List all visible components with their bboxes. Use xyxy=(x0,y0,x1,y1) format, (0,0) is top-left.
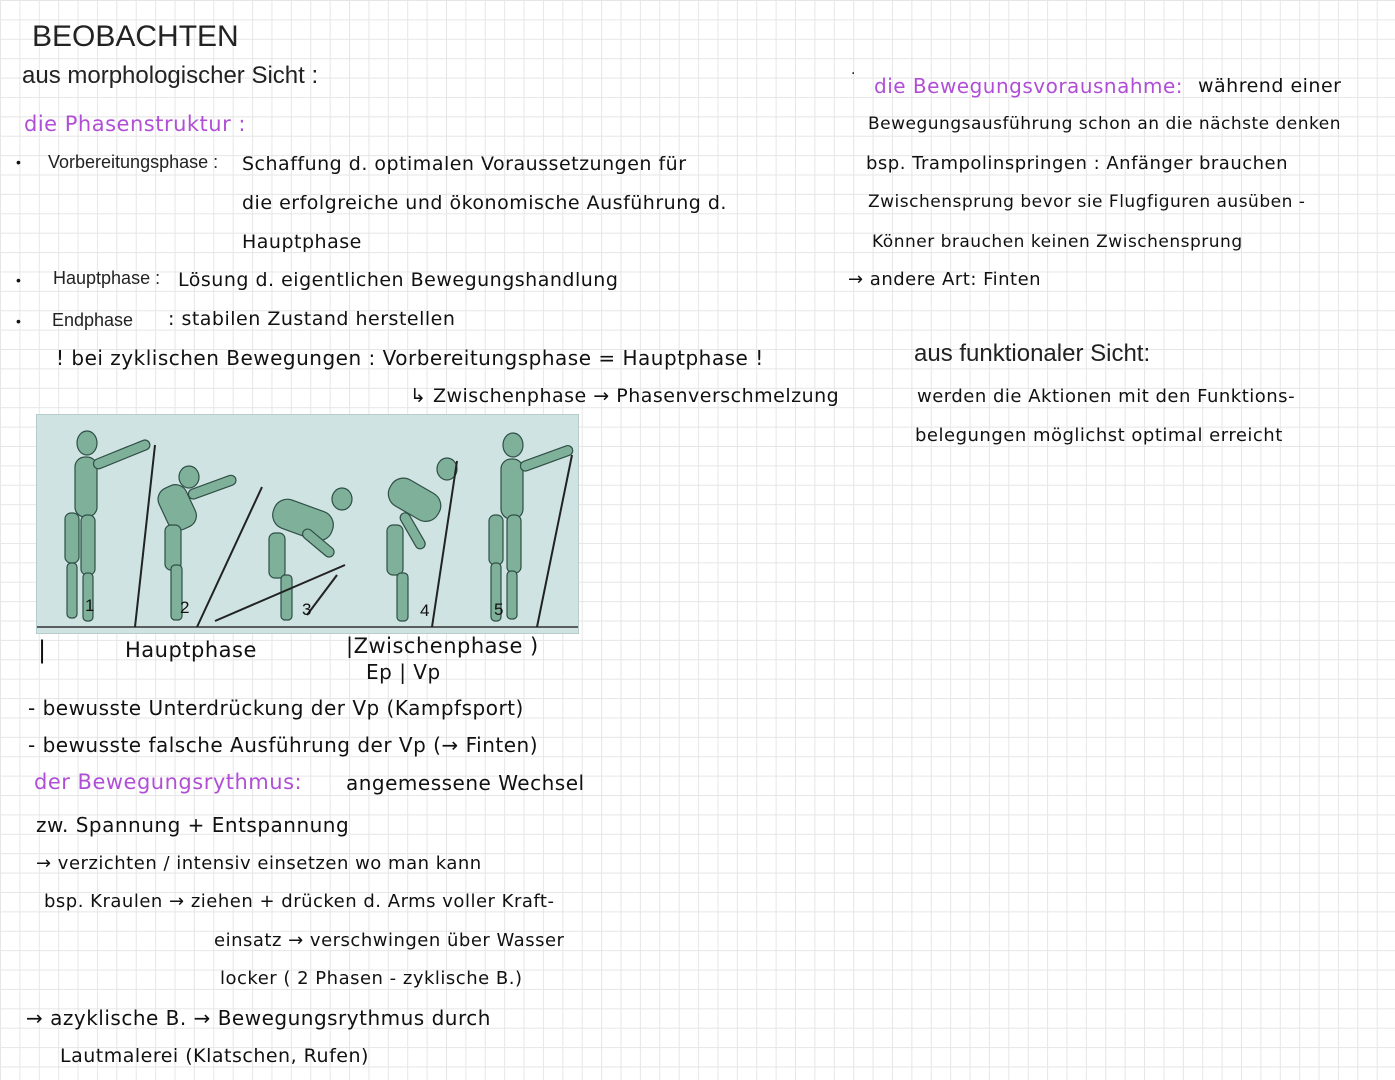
vorausnahme-line-5: → andere Art: Finten xyxy=(848,269,1042,290)
funktional-line-1: werden die Aktionen mit den Funktions- xyxy=(917,386,1296,407)
bullet-dot: • xyxy=(16,272,21,288)
hauptphase-label: Hauptphase : xyxy=(53,268,161,288)
page-title: BEOBACHTEN xyxy=(32,20,239,53)
rhythmus-line-6: → azyklische B. → Bewegungsrythmus durch xyxy=(26,1006,491,1030)
note-line-2: - bewusste falsche Ausführung der Vp (→ Finten) xyxy=(28,733,538,757)
rhythmus-line-2: → verzichten / intensiv einsetzen wo man kann xyxy=(36,853,482,874)
funktional-line-2: belegungen möglichst optimal erreicht xyxy=(915,425,1283,446)
vorausnahme-line-1: Bewegungsausführung schon an die nächste denken xyxy=(868,114,1342,134)
note-line-1: - bewusste Unterdrückung der Vp (Kampfsport) xyxy=(28,696,524,720)
phasenstruktur-heading: die Phasenstruktur : xyxy=(24,112,246,136)
vorbereitung-line-1: Schaffung d. optimalen Voraussetzungen für xyxy=(242,153,687,175)
vorbereitung-line-3: Hauptphase xyxy=(242,231,362,253)
rhythmus-line-1: zw. Spannung + Entspannung xyxy=(36,813,350,837)
endphase-label: Endphase xyxy=(52,310,134,330)
hauptphase-text: Lösung d. eigentlichen Bewegungshandlung xyxy=(178,269,619,291)
page-subtitle: aus morphologischer Sicht : xyxy=(22,62,319,89)
rhythmus-line-7: Lautmalerei (Klatschen, Rufen) xyxy=(60,1045,369,1067)
zyklisch-line-1: ! bei zyklischen Bewegungen : Vorbereitungsphase = Hauptphase ! xyxy=(56,346,764,370)
rhythmus-heading: der Bewegungsrythmus: xyxy=(34,770,303,794)
rhythmus-line-5: locker ( 2 Phasen - zyklische B.) xyxy=(220,968,523,989)
vorbereitung-label: Vorbereitungsphase : xyxy=(48,152,219,172)
vorausnahme-line-2: bsp. Trampolinspringen : Anfänger brauchen xyxy=(866,153,1289,174)
bullet-dot: • xyxy=(16,154,21,170)
figure-number-5: 5 xyxy=(494,600,504,619)
vorausnahme-line-4: Könner brauchen keinen Zwischensprung xyxy=(872,232,1243,252)
funktional-heading: aus funktionaler Sicht: xyxy=(914,340,1151,367)
skier-phases-figure xyxy=(36,414,579,634)
figure-number-1: 1 xyxy=(85,596,95,615)
vorausnahme-line-3: Zwischensprung bevor sie Flugfiguren ausüben - xyxy=(868,192,1306,212)
vorausnahme-dot: · xyxy=(851,66,856,82)
zyklisch-line-2: ↳ Zwischenphase → Phasenverschmelzung xyxy=(410,385,840,407)
rhythmus-line-3: bsp. Kraulen → ziehen + drücken d. Arms voller Kraft- xyxy=(44,891,555,912)
figure-number-3: 3 xyxy=(302,600,312,619)
rhythmus-text-1: angemessene Wechsel xyxy=(346,771,585,795)
vorausnahme-heading: die Bewegungsvorausnahme: xyxy=(874,74,1184,98)
caption-zwischenphase: |Zwischenphase ) xyxy=(346,634,539,658)
figure-number-2: 2 xyxy=(180,598,190,617)
bullet-dot: • xyxy=(16,313,21,329)
caption-mark: | xyxy=(38,636,47,664)
caption-ep-vp: Ep | Vp xyxy=(366,660,441,684)
vorausnahme-text-1: während einer xyxy=(1198,75,1342,97)
vorbereitung-line-2: die erfolgreiche und ökonomische Ausführung d. xyxy=(242,192,727,214)
skier-illustration xyxy=(37,415,578,633)
rhythmus-line-4: einsatz → verschwingen über Wasser xyxy=(214,930,565,951)
caption-hauptphase: Hauptphase xyxy=(125,638,257,662)
figure-number-4: 4 xyxy=(420,601,430,620)
endphase-text: : stabilen Zustand herstellen xyxy=(168,308,456,330)
